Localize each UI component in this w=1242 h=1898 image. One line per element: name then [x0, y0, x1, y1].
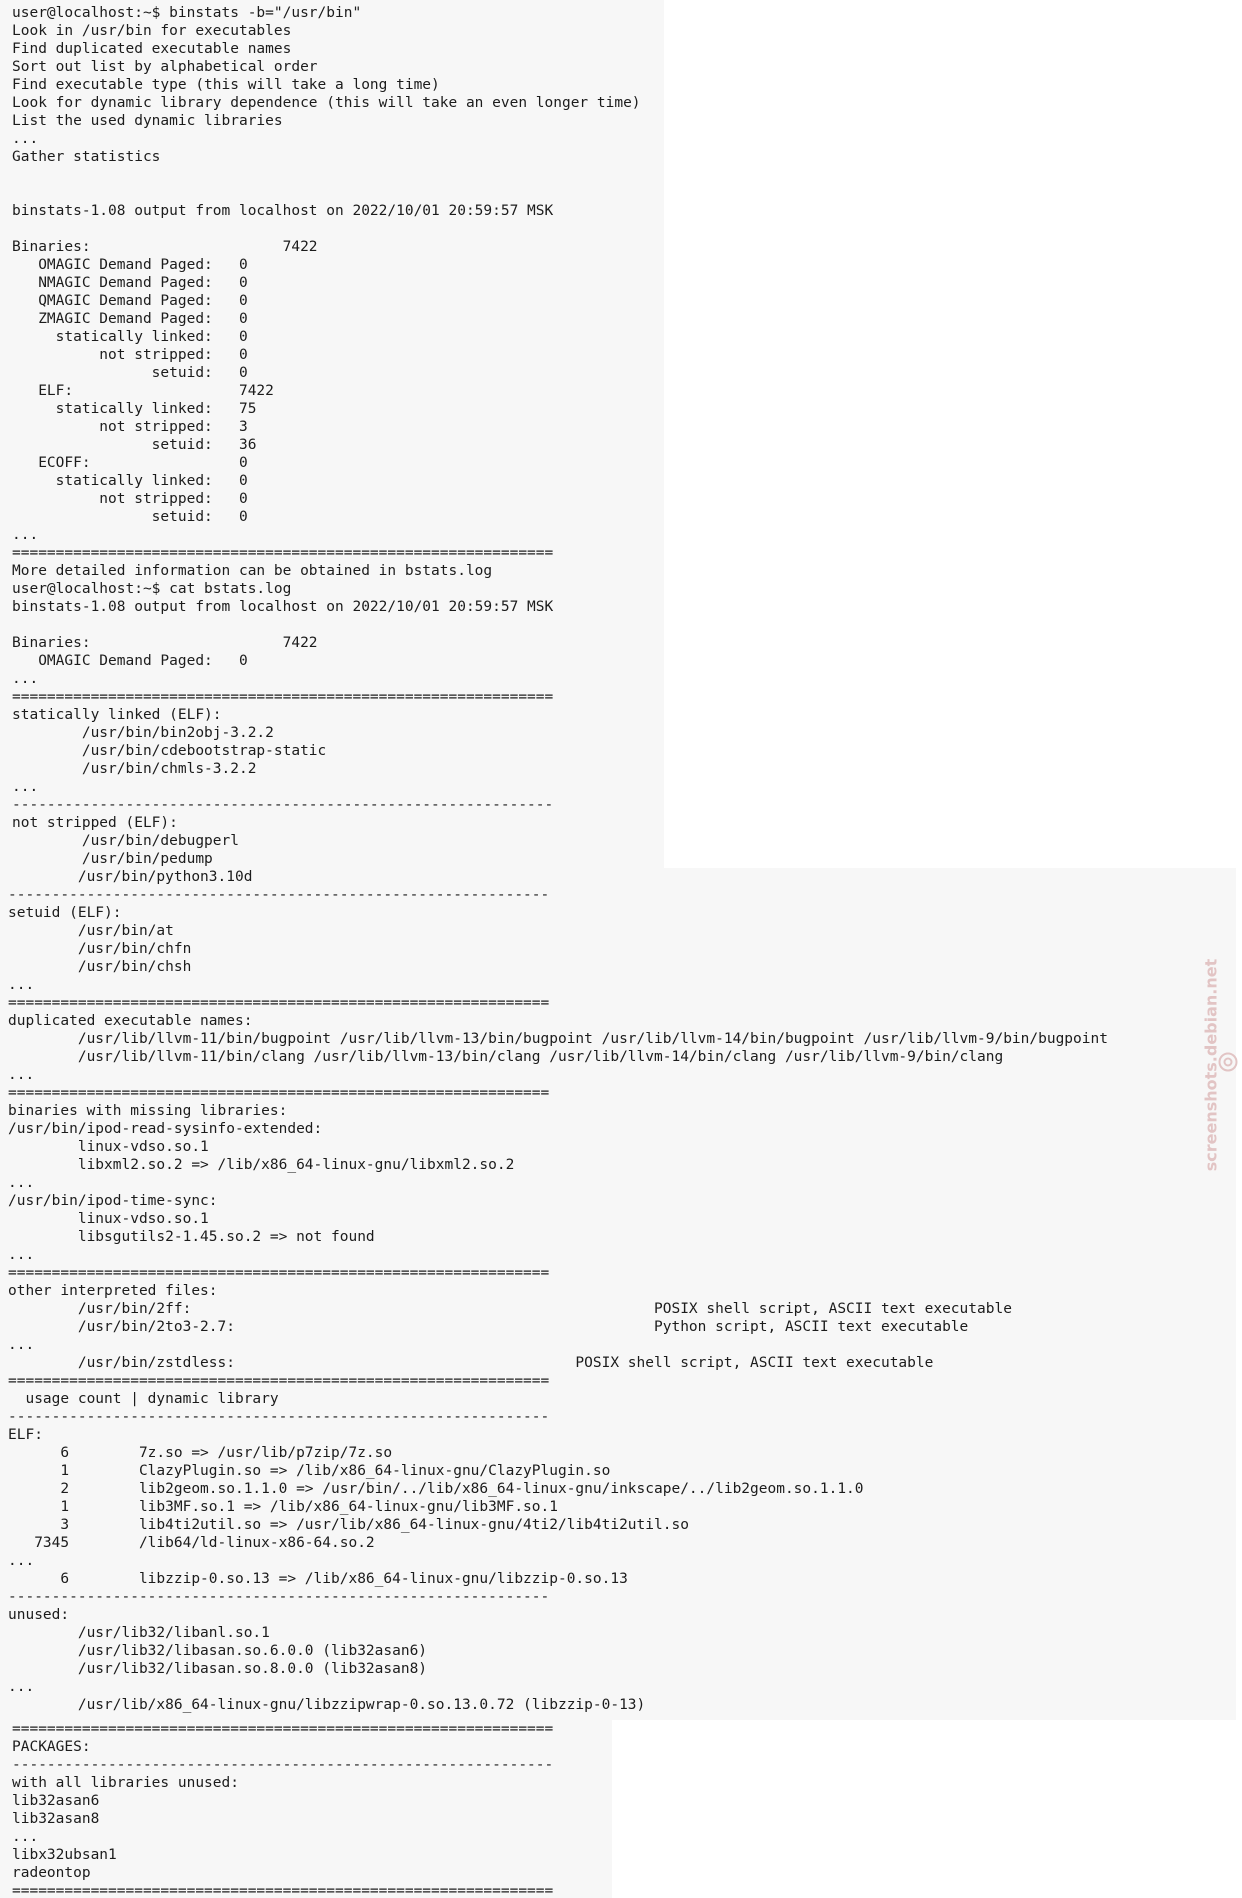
terminal-line: /usr/bin/ipod-read-sysinfo-extended:	[8, 1121, 323, 1137]
terminal-line: usage count | dynamic library	[8, 1391, 279, 1407]
terminal-line: /usr/bin/chfn	[8, 941, 192, 957]
terminal-line: /usr/bin/ipod-time-sync:	[8, 1193, 218, 1209]
terminal-line: /usr/bin/chmls-3.2.2	[12, 761, 257, 777]
terminal-line: /usr/bin/chsh	[8, 959, 192, 975]
terminal-line: ...	[8, 1553, 35, 1569]
terminal-line	[12, 184, 664, 202]
terminal-line: NMAGIC Demand Paged: 0	[12, 275, 248, 291]
terminal-line: --------------------------------------------------------------	[8, 1409, 550, 1425]
terminal-line: /usr/lib/x86_64-linux-gnu/libzzipwrap-0.so.13.0.72 (libzzip-0-13)	[8, 1697, 646, 1713]
terminal-line: statically linked: 75	[12, 401, 257, 417]
terminal-line: binaries with missing libraries:	[8, 1103, 288, 1119]
terminal-line: /usr/lib/llvm-11/bin/clang /usr/lib/llvm-13/bin/clang /usr/lib/llvm-14/bin/clang /usr/lib/llvm-9/bin/clang	[8, 1049, 1004, 1065]
terminal-line: statically linked (ELF):	[12, 707, 222, 723]
terminal-line: /usr/lib32/libasan.so.6.0.0 (lib32asan6)	[8, 1643, 428, 1659]
terminal-line: /usr/bin/debugperl	[12, 833, 239, 849]
terminal-line: user@localhost:~$ cat bstats.log	[12, 581, 292, 597]
terminal-line: ECOFF: 0	[12, 455, 248, 471]
terminal-line: /usr/bin/pedump	[12, 851, 213, 867]
terminal-line: ...	[8, 1067, 35, 1083]
terminal-line: linux-vdso.so.1	[8, 1211, 209, 1227]
terminal-line: not stripped: 0	[12, 491, 248, 507]
terminal-line: Gather statistics	[12, 149, 161, 165]
terminal-line: 7345 /lib64/ld-linux-x86-64.so.2	[8, 1535, 375, 1551]
terminal-line: radeontop	[12, 1865, 91, 1881]
terminal-line: other interpreted files:	[8, 1283, 218, 1299]
terminal-line: /usr/lib/llvm-11/bin/bugpoint /usr/lib/llvm-13/bin/bugpoint /usr/lib/llvm-14/bin/bugpoint /usr/lib/llvm-9/bin/bugpoint	[8, 1031, 1108, 1047]
terminal-line: with all libraries unused:	[12, 1775, 239, 1791]
terminal-line: unused:	[8, 1607, 70, 1623]
terminal-line: /usr/bin/at	[8, 923, 174, 939]
terminal-line: setuid: 0	[12, 365, 248, 381]
terminal-line: ==============================================================	[12, 545, 554, 561]
terminal-line: ...	[12, 527, 39, 543]
terminal-line: Look for dynamic library dependence (this will take an even longer time)	[12, 95, 641, 111]
terminal-line: ==============================================================	[8, 1265, 550, 1281]
terminal-line	[12, 616, 664, 634]
terminal-line: statically linked: 0	[12, 473, 248, 489]
terminal-line: PACKAGES:	[12, 1739, 91, 1755]
terminal-line: Binaries: 7422	[12, 635, 318, 651]
terminal-line: ...	[8, 1337, 35, 1353]
terminal-line: linux-vdso.so.1	[8, 1139, 209, 1155]
terminal-line: ==============================================================	[8, 1085, 550, 1101]
terminal-line: setuid: 0	[12, 509, 248, 525]
terminal-line: ...	[8, 977, 35, 993]
terminal-line: libsgutils2-1.45.so.2 => not found	[8, 1229, 375, 1245]
terminal-line: setuid: 36	[12, 437, 257, 453]
terminal-line: /usr/bin/cdebootstrap-static	[12, 743, 327, 759]
terminal-line: libxml2.so.2 => /lib/x86_64-linux-gnu/libxml2.so.2	[8, 1157, 515, 1173]
terminal-line: not stripped (ELF):	[12, 815, 178, 831]
terminal-line: ==============================================================	[12, 1721, 554, 1737]
terminal-line: libx32ubsan1	[12, 1847, 117, 1863]
terminal-line: ==============================================================	[8, 1373, 550, 1389]
terminal-line: Look in /usr/bin for executables	[12, 23, 292, 39]
debian-swirl-icon	[1218, 1052, 1238, 1072]
terminal-line: not stripped: 0	[12, 347, 248, 363]
terminal-line: Sort out list by alphabetical order	[12, 59, 318, 75]
terminal-line: not stripped: 3	[12, 419, 248, 435]
terminal-line	[12, 220, 664, 238]
terminal-line: Binaries: 7422	[12, 239, 318, 255]
terminal-line: ...	[12, 1829, 39, 1845]
terminal-line: List the used dynamic libraries	[12, 113, 283, 129]
terminal-line: ...	[12, 671, 39, 687]
terminal-line: lib32asan6	[12, 1793, 100, 1809]
terminal-line: 6 7z.so => /usr/lib/p7zip/7z.so	[8, 1445, 393, 1461]
terminal-line: /usr/bin/2to3-2.7: Python script, ASCII text executable	[8, 1319, 969, 1335]
terminal-line: binstats-1.08 output from localhost on 2022/10/01 20:59:57 MSK	[12, 203, 554, 219]
terminal-line: --------------------------------------------------------------	[12, 1757, 554, 1773]
terminal-line: /usr/bin/bin2obj-3.2.2	[12, 725, 274, 741]
terminal-line: duplicated executable names:	[8, 1013, 253, 1029]
terminal-line: --------------------------------------------------------------	[8, 1589, 550, 1605]
terminal-line: ZMAGIC Demand Paged: 0	[12, 311, 248, 327]
terminal-line: --------------------------------------------------------------	[8, 887, 550, 903]
terminal-line	[12, 166, 664, 184]
terminal-line: ...	[8, 1175, 35, 1191]
terminal-line: Find duplicated executable names	[12, 41, 292, 57]
terminal-line: ==============================================================	[12, 1883, 554, 1898]
terminal-line: ELF: 7422	[12, 383, 274, 399]
terminal-line: user@localhost:~$ binstats -b="/usr/bin"	[12, 5, 362, 21]
terminal-line: /usr/lib32/libasan.so.8.0.0 (lib32asan8)	[8, 1661, 428, 1677]
terminal-line: ELF:	[8, 1427, 43, 1443]
terminal-line: /usr/lib32/libanl.so.1	[8, 1625, 270, 1641]
terminal-line: /usr/bin/2ff: POSIX shell script, ASCII text executable	[8, 1301, 1012, 1317]
terminal-line: 1 ClazyPlugin.so => /lib/x86_64-linux-gnu/ClazyPlugin.so	[8, 1463, 611, 1479]
terminal-line: binstats-1.08 output from localhost on 2022/10/01 20:59:57 MSK	[12, 599, 554, 615]
terminal-line: ...	[8, 1679, 35, 1695]
terminal-line: 1 lib3MF.so.1 => /lib/x86_64-linux-gnu/lib3MF.so.1	[8, 1499, 558, 1515]
terminal-line: statically linked: 0	[12, 329, 248, 345]
terminal-line: setuid (ELF):	[8, 905, 122, 921]
watermark-text: screenshots.debian.net	[1201, 958, 1221, 1172]
terminal-line: 6 libzzip-0.so.13 => /lib/x86_64-linux-gnu/libzzip-0.so.13	[8, 1571, 628, 1587]
terminal-output-panel-1[interactable]	[0, 0, 664, 868]
terminal-line: ...	[12, 131, 39, 147]
terminal-output-panel-3[interactable]	[0, 1720, 612, 1898]
terminal-line: Find executable type (this will take a long time)	[12, 77, 440, 93]
terminal-line: /usr/bin/zstdless: POSIX shell script, ASCII text executable	[8, 1355, 934, 1371]
terminal-line: ...	[8, 1247, 35, 1263]
terminal-line: OMAGIC Demand Paged: 0	[12, 257, 248, 273]
terminal-line: OMAGIC Demand Paged: 0	[12, 653, 248, 669]
terminal-line: lib32asan8	[12, 1811, 100, 1827]
terminal-line: 2 lib2geom.so.1.1.0 => /usr/bin/../lib/x86_64-linux-gnu/inkscape/../lib2geom.so.1.1.0	[8, 1481, 864, 1497]
terminal-line: /usr/bin/python3.10d	[8, 869, 253, 885]
terminal-line: QMAGIC Demand Paged: 0	[12, 293, 248, 309]
terminal-line: ==============================================================	[12, 689, 554, 705]
terminal-line: ...	[12, 779, 39, 795]
terminal-line: ==============================================================	[8, 995, 550, 1011]
terminal-line: --------------------------------------------------------------	[12, 797, 554, 813]
terminal-output-panel-2[interactable]	[0, 868, 1236, 1720]
terminal-line: 3 lib4ti2util.so => /usr/lib/x86_64-linux-gnu/4ti2/lib4ti2util.so	[8, 1517, 689, 1533]
terminal-line: More detailed information can be obtained in bstats.log	[12, 563, 493, 579]
